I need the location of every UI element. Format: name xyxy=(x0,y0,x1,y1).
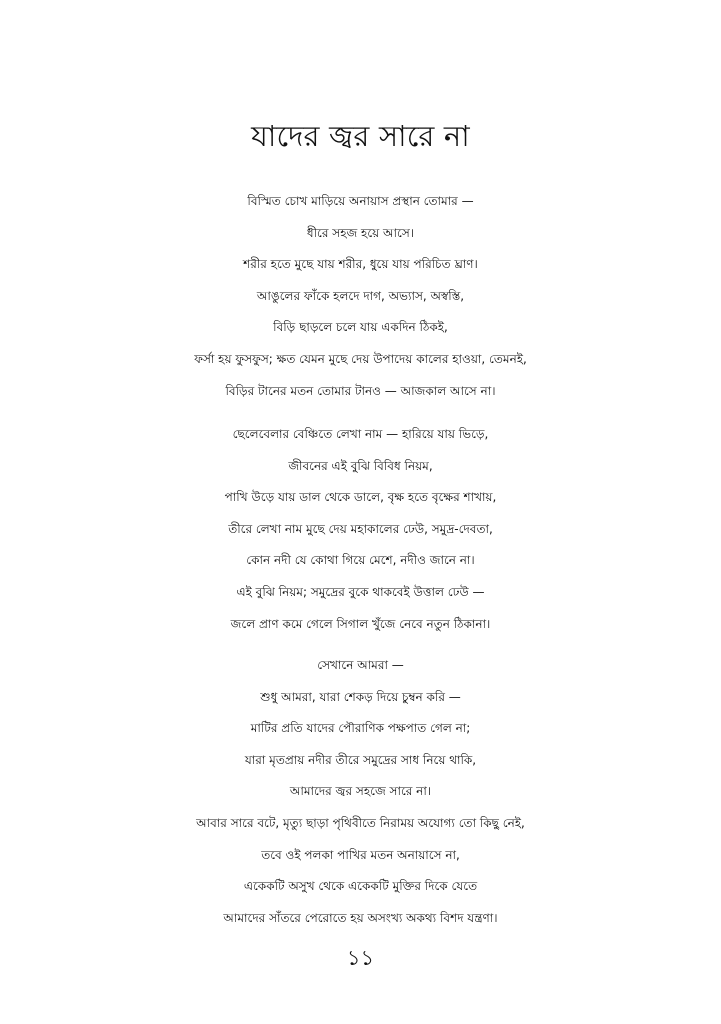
poem-line: আমাদের সাঁতরে পেরোতে হয় অসংখ্য অকথ্য বিশদ যন্ত্রণা। xyxy=(223,910,498,925)
poem-line: শুধু আমরা, যারা শেকড় দিয়ে চুম্বন করি — xyxy=(260,689,461,704)
poem-line: এই বুঝি নিয়ম; সমুদ্রের বুকে থাকবেই উত্তাল ঢেউ — xyxy=(236,584,485,599)
page-number: ১১ xyxy=(346,946,375,970)
poem-line: শরীর হতে মুছে যায় শরীর, ধুয়ে যায় পরিচিত ঘ্রাণ। xyxy=(243,257,478,272)
stanza-3 xyxy=(0,650,721,934)
poem-line: একেকটি অসুখ থেকে একেকটি মুক্তির দিকে যেতে xyxy=(243,879,478,894)
poem-line: তীরে লেখা নাম মুছে দেয় মহাকালের ঢেউ, সমুদ্র-দেবতা, xyxy=(228,521,493,536)
poem-line: ফর্সা হয় ফুসফুস; ক্ষত যেমন মুছে দেয় উপাদেয় কালের হাওয়া, তেমনই, xyxy=(194,351,527,366)
poem-line: ছেলেবেলার বেঞ্চিতে লেখা নাম — হারিয়ে যায় ভিড়ে, xyxy=(232,427,489,441)
poem-title: যাদের জ্বর সারে না xyxy=(251,119,470,153)
poem-line: আমাদের জ্বর সহজে সারে না। xyxy=(289,784,432,799)
poem-line: আঙুলের ফাঁকে হলদে দাগ, অভ্যাস, অস্বস্তি, xyxy=(256,288,465,303)
poem-line: যারা মৃতপ্রায় নদীর তীরে সমুদ্রের সাধ নিয়ে থাকি, xyxy=(244,752,477,767)
poem-line: আবার সারে বটে, মৃত্যু ছাড়া পৃথিবীতে নিরাময় অযোগ্য তো কিছু নেই, xyxy=(196,815,525,830)
poem-line: ধীরে সহজ হয়ে আসে। xyxy=(306,225,415,240)
poem-line: জলে প্রাণ কমে গেলে সিগাল খুঁজে নেবে নতুন ঠিকানা। xyxy=(230,616,491,631)
stanza-2 xyxy=(0,419,721,640)
poem-line: বিড়ি ছাড়লে চলে যায় একদিন ঠিকই, xyxy=(273,320,448,335)
poem-line: বিড়ির টানের মতন তোমার টানও — আজকাল আসে না। xyxy=(225,383,496,398)
poem-line: জীবনের এই বুঝি বিবিধ নিয়ম, xyxy=(288,458,433,473)
poem-line: বিস্মিত চোখ মাড়িয়ে অনায়াস প্রস্থান তোমার — xyxy=(247,194,474,208)
poem-line: সেখানে আমরা — xyxy=(317,658,404,672)
poem-line: মাটির প্রতি যাদের পৌরাণিক পক্ষপাত গেল না; xyxy=(250,721,471,736)
poem-line: তবে ওই পলকা পাখির মতন অনায়াসে না, xyxy=(261,847,460,862)
poem-line: কোন নদী যে কোথা গিয়ে মেশে, নদীও জানে না। xyxy=(246,553,475,568)
poem-line: পাখি উড়ে যায় ডাল থেকে ডালে, বৃক্ষ হতে বৃক্ষের শাখায়, xyxy=(224,490,497,505)
stanza-1 xyxy=(0,186,721,407)
